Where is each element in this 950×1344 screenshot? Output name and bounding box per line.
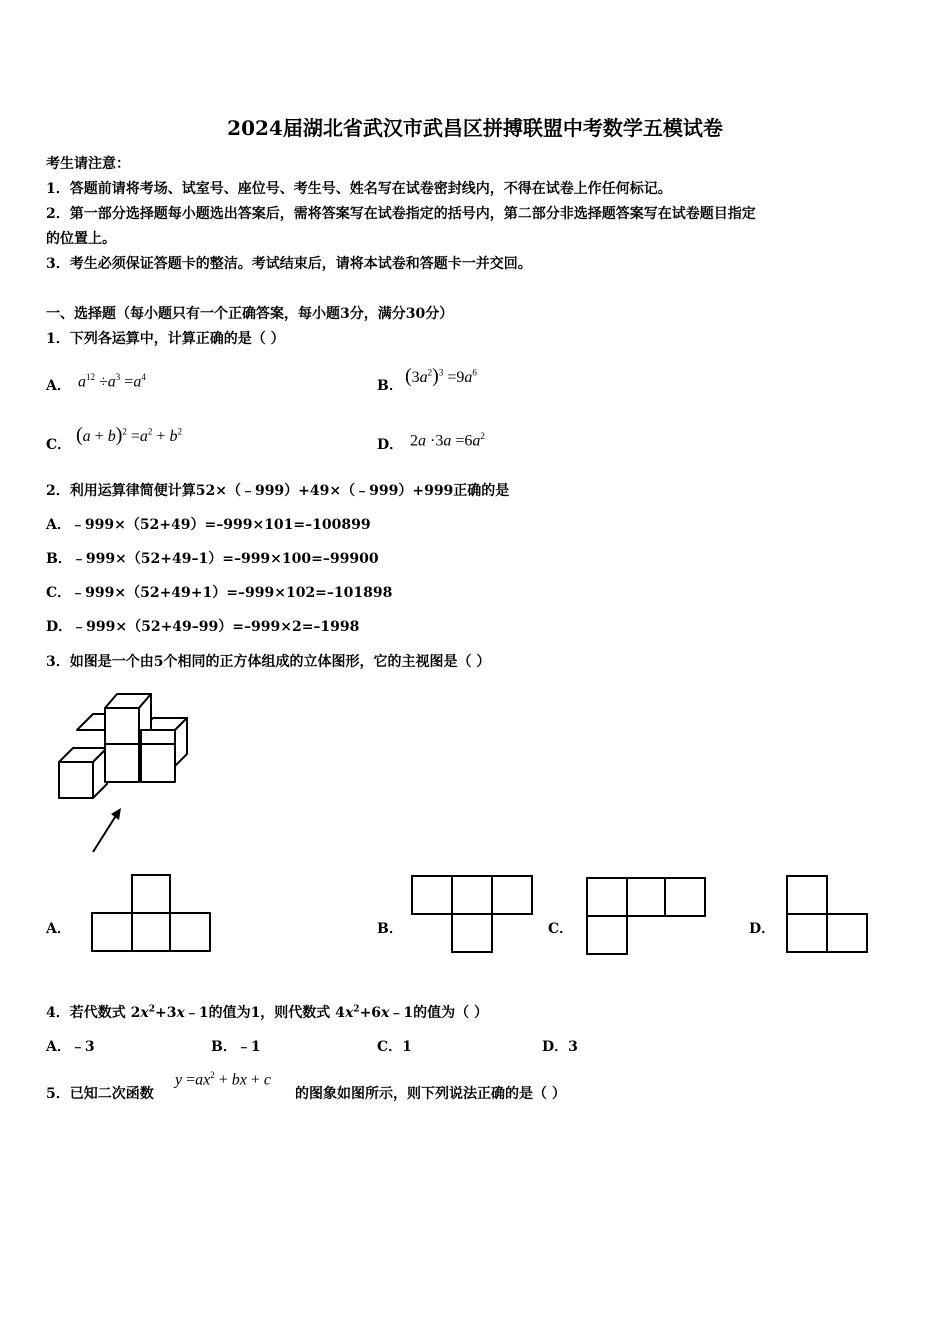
q5-formula: $y =ax^2$ + bx + c — [175, 1070, 272, 1089]
q1-option-c-formula: $(a + b)^2 =a^2 + b^2$ — [76, 424, 182, 446]
q1-option-d-label: D． — [377, 437, 404, 453]
q1-stem: 1．下列各运算中，计算正确的是（ ） — [46, 331, 285, 347]
q4-option-a: A．﹣3 — [46, 1039, 95, 1055]
q1-option-c-label: C． — [46, 437, 72, 453]
q1-option-b-label: B． — [377, 378, 403, 394]
q3-option-a-label: A． — [46, 921, 71, 937]
q3-stem: 3．如图是一个由5个相同的正方体组成的立体图形，它的主视图是（ ） — [46, 654, 491, 670]
q1-option-d-formula: $2a \cdot 3a =6a^2$ — [410, 431, 485, 450]
notice-item-2: 2．第一部分选择题每小题选出答案后，需将答案写在试卷指定的括号内，第二部分非选择题答案写在试卷题目指定 — [46, 206, 756, 222]
q2-option-b: B．﹣999×（52+49–1）=–999×100=–99900 — [46, 551, 379, 567]
q2-stem: 2．利用运算律简便计算52×（﹣999）+49×（﹣999）+999正确的是 — [46, 483, 510, 499]
q3-option-b-view — [410, 874, 536, 954]
q2-option-c: C．﹣999×（52+49+1）=–999×102=–101898 — [46, 585, 393, 601]
notice-item-1: 1．答题前请将考场、试室号、座位号、考生号、姓名写在试卷密封线内，不得在试卷上作任何标记。 — [46, 181, 672, 197]
q5-stem-post: 的图象如图所示，则下列说法正确的是（ ） — [295, 1086, 566, 1102]
notice-item-2-cont: 的位置上。 — [46, 231, 116, 247]
q1-option-a-formula: $a^{12} \div a^3 =a^4$ — [78, 372, 146, 391]
notice-item-3: 3．考生必须保证答题卡的整洁。考试结束后，请将本试卷和答题卡一并交回。 — [46, 256, 532, 272]
section-heading: 一、选择题（每小题只有一个正确答案，每小题3分，满分30分） — [46, 306, 454, 322]
q1-option-a-label: A． — [46, 378, 71, 394]
q2-option-d: D．﹣999×（52+49–99）=–999×2=–1998 — [46, 619, 360, 635]
q4-option-b: B．﹣1 — [211, 1039, 261, 1055]
cubes-3d-figure — [55, 690, 195, 860]
q3-option-b-label: B． — [377, 921, 403, 937]
q4-option-d: D．3 — [542, 1039, 578, 1055]
page-title: 2024届湖北省武汉市武昌区拼搏联盟中考数学五模试卷 — [227, 116, 723, 140]
notice-heading: 考生请注意： — [46, 156, 130, 172]
q4-stem: 4．若代数式 $2x^2+3x﹣1$的值为1，则代数式 $4x^2+6x﹣1$的值为（ ） — [46, 1004, 489, 1021]
q5-stem-pre: 5．已知二次函数 — [46, 1086, 154, 1102]
q3-option-d-label: D． — [749, 921, 776, 937]
q4-option-c: C．1 — [377, 1039, 412, 1055]
q3-option-a-view — [90, 873, 214, 953]
q3-option-d-view — [785, 874, 871, 954]
q3-option-c-view — [585, 876, 709, 956]
q2-option-a: A．﹣999×（52+49）=–999×101=–100899 — [46, 517, 371, 533]
q1-option-b-formula: $(3a^2)^3 =9a^6$ — [405, 365, 477, 387]
q3-option-c-label: C． — [548, 921, 574, 937]
